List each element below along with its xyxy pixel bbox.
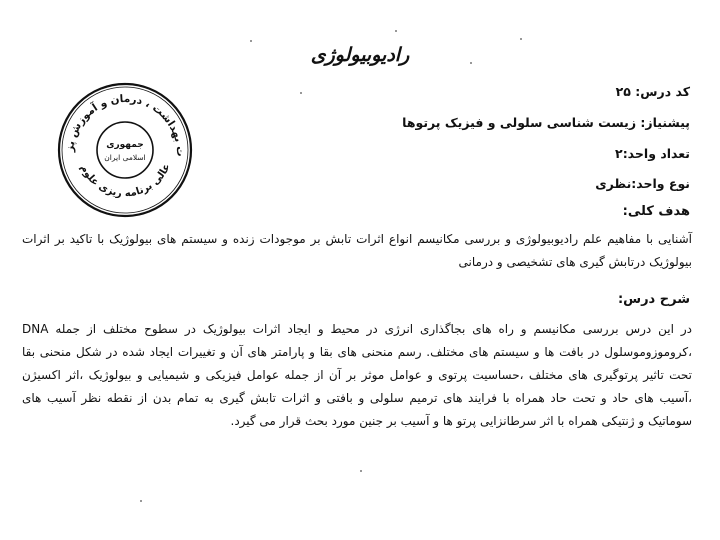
- seal-icon: [55, 80, 195, 220]
- document-title: رادیوبیولوژی: [310, 44, 410, 66]
- seal-inner-text: عالی برنامه ریزی علوم: [77, 162, 173, 200]
- scan-speck: [300, 92, 302, 94]
- description-heading: شرح درس:: [617, 292, 690, 307]
- prerequisite: پیشنیاز: زیست شناسی سلولی و فیزیک پرتوها: [402, 115, 690, 130]
- scan-speck: [520, 38, 522, 40]
- seal-outer-text: ت بهداشت ، درمان و آموزش پز: [63, 92, 187, 157]
- scan-speck: [250, 40, 252, 42]
- scan-speck: [140, 500, 142, 502]
- scan-speck: [470, 62, 472, 64]
- description-text: در این درس بررسی مکانیسم و راه های بجاگذاری انرژی در محیط و ایجاد اثرات بیولوژیک در سطوح مختلف از جمله DNA ،کروموزوموسلول در بافت ها و سیستم های مختلف. رسم منحنی های بقا و پارامتر های آن و تغییرات ایجاد شده در شکل منحنی بقا تحت تاثیر پرتوگیری های مختلف ،حساسیت پرتوی و عوامل موثر بر آن از جمله عوامل فیزیکی و شیمیایی و بیولوژیک ،اثر اکسیژن ،آسیب های حاد و تحت حاد همراه با فرایند های ترمیم سلولی و بافتی و اثرات تابش گیری به تمام بدن از نقطه نظر آسیب های سوماتیک و ژنتیکی همراه با اثر سرطانزایی پرتو ها و آسیب بر جنین مورد بحث قرار می گیرد.: [22, 322, 692, 428]
- scan-speck: [360, 470, 362, 472]
- objective-text: آشنایی با مفاهیم علم رادیوبیولوژی و بررسی مکانیسم انواع اثرات تابش بر موجودات زنده و سیستم های بیولوژیک با تاکید بر اثرات بیولوژیک درتابش گیری های تشخیصی و درمانی: [22, 232, 692, 269]
- scan-speck: [395, 30, 397, 32]
- course-code: کد درس: ۲۵: [615, 84, 690, 99]
- official-seal: [55, 80, 195, 220]
- unit-count: تعداد واحد:۲: [615, 146, 690, 161]
- seal-center-line1: جمهوری: [106, 140, 144, 150]
- unit-type: نوع واحد:نظری: [595, 176, 690, 191]
- seal-center-line2: اسلامی ایران: [104, 153, 146, 162]
- objective-heading: هدف کلی:: [622, 204, 690, 219]
